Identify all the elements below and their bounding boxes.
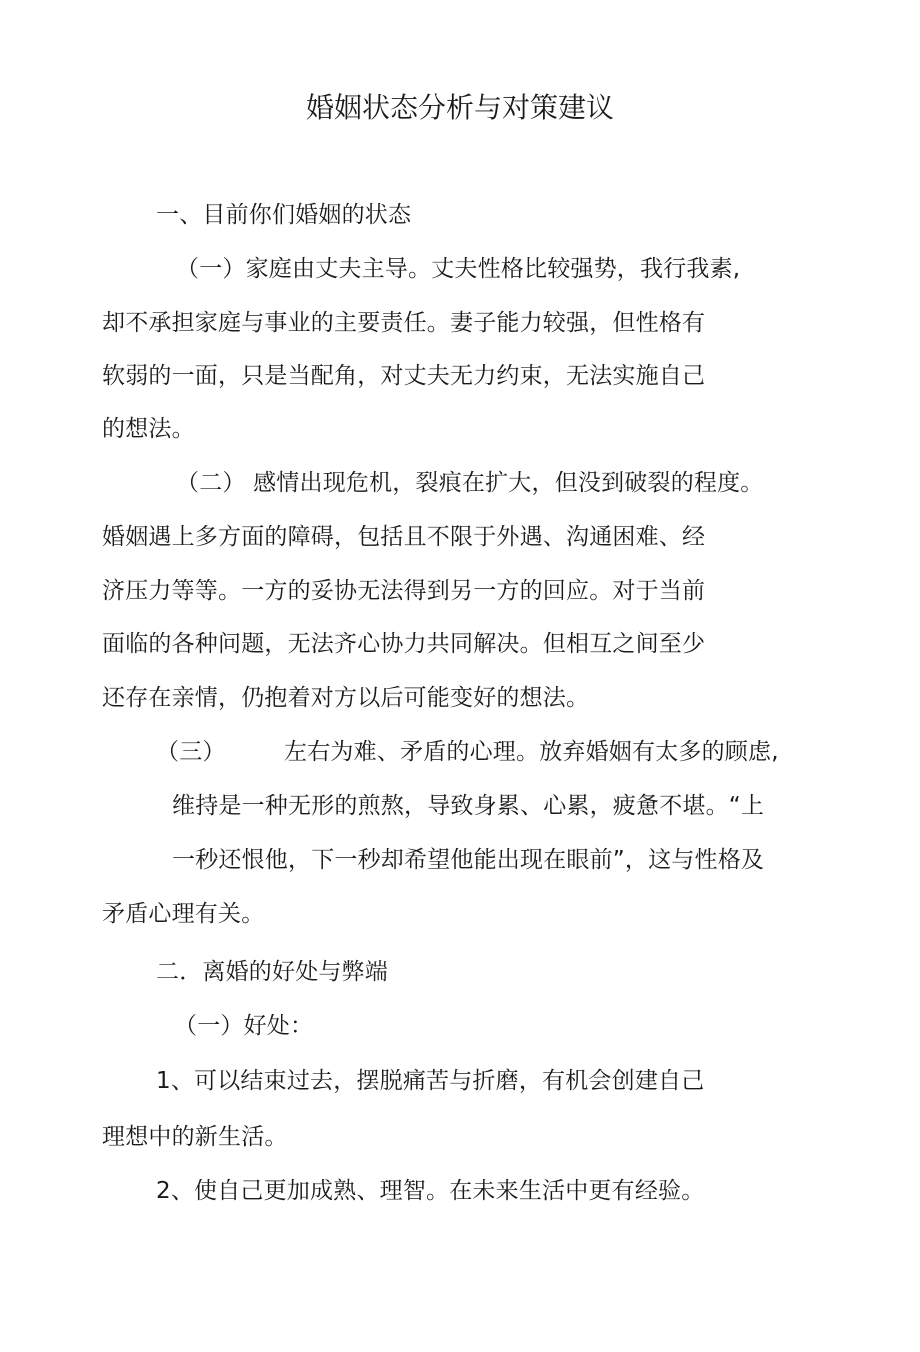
paragraph-line: 矛盾心理有关。: [102, 901, 265, 927]
section-heading-2: 二．离婚的好处与弊端: [156, 959, 388, 985]
paragraph-line: （一）家庭由丈夫主导。丈夫性格比较强势，我行我素,: [176, 256, 741, 282]
paragraph-line: 却不承担家庭与事业的主要责任。妻子能力较强，但性格有: [102, 310, 706, 336]
list-item-line: 1、可以结束过去，摆脱痛苦与折磨，有机会创建自己: [156, 1068, 705, 1094]
paragraph-line: 济压力等等。一方的妥协无法得到另一方的回应。对于当前: [102, 578, 706, 604]
list-item-line: 2、使自己更加成熟、理智。在未来生活中更有经验。: [156, 1178, 705, 1204]
paragraph-line: 面临的各种问题，无法齐心协力共同解决。但相互之间至少: [102, 631, 706, 657]
paragraph-line: 软弱的一面，只是当配角，对丈夫无力约束，无法实施自己: [102, 363, 706, 389]
paragraph-line: 的想法。: [102, 416, 195, 442]
subsection-heading: （一）好处：: [174, 1013, 314, 1039]
paragraph-line: 维持是一种无形的煎熬，导致身累、心累，疲惫不堪。“上: [172, 793, 765, 819]
document-title: 婚姻状态分析与对策建议: [305, 91, 614, 124]
item-label: （三）: [156, 739, 226, 765]
paragraph-line: 一秒还恨他，下一秒却希望他能出现在眼前”，这与性格及: [172, 847, 765, 873]
paragraph-line: 婚姻遇上多方面的障碍，包括且不限于外遇、沟通困难、经: [102, 524, 706, 550]
paragraph-line: （二） 感情出现危机，裂痕在扩大，但没到破裂的程度。: [176, 470, 764, 496]
section-heading-1: 一、目前你们婚姻的状态: [156, 202, 412, 228]
paragraph-line: 还存在亲情，仍抱着对方以后可能变好的想法。: [102, 685, 590, 711]
list-item-line: 理想中的新生活。: [102, 1124, 288, 1150]
paragraph-line: 左右为难、矛盾的心理。放弃婚姻有太多的顾虑,: [284, 739, 779, 765]
